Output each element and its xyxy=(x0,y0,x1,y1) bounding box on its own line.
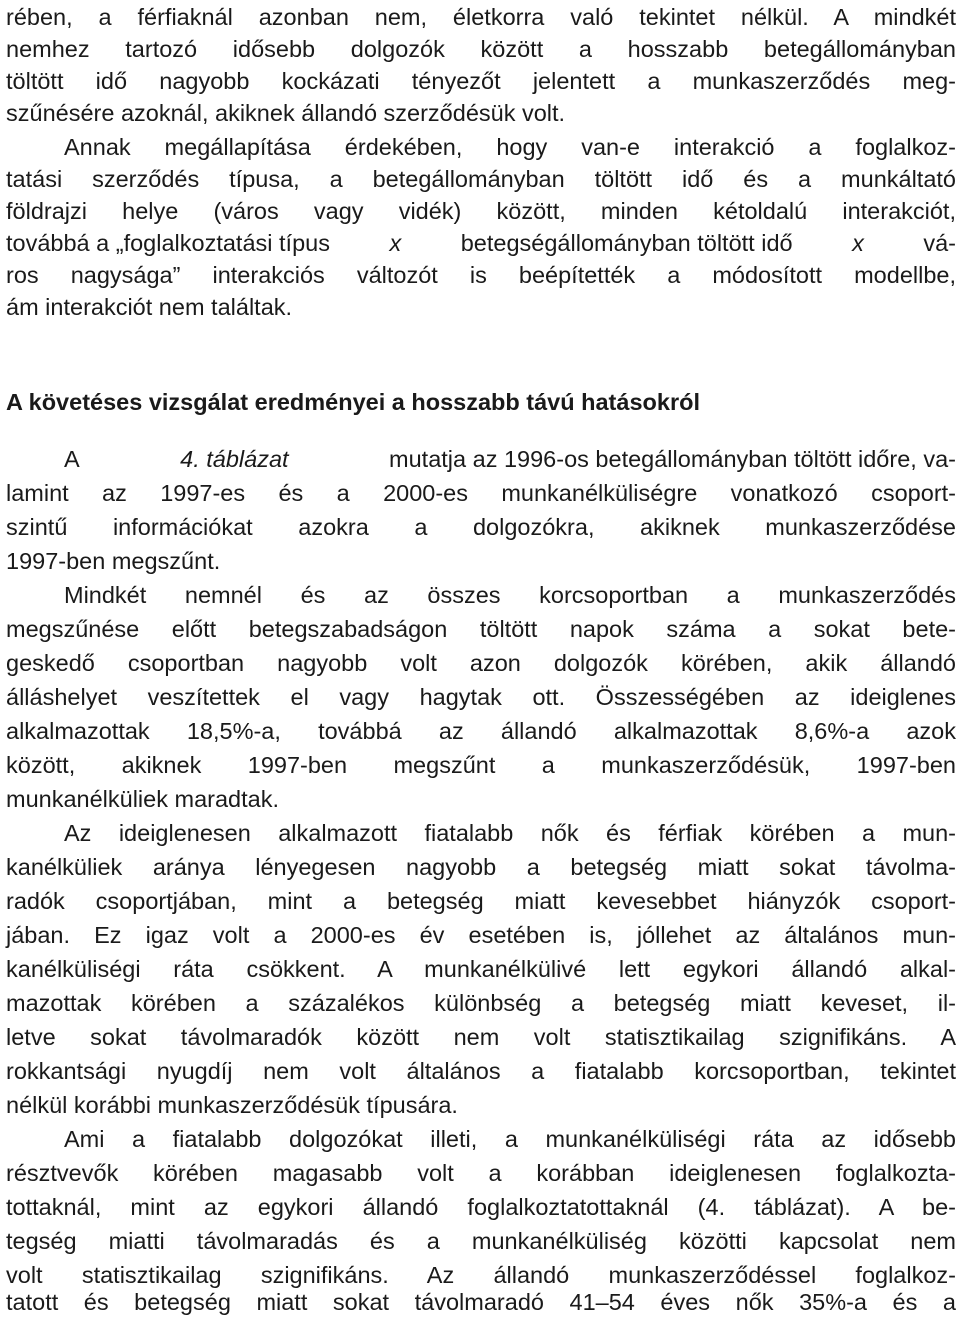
text-line: tatási szerződés típusa, a betegállományban töltött idő és a munkáltató xyxy=(6,166,956,192)
text-line: munkanélküliek maradtak. xyxy=(6,786,279,812)
text-line: tatott és betegség miatt sokat távolmaradó 41–54 éves nők 35%-a és a xyxy=(6,1289,956,1315)
text-line: ros nagysága” interakciós változót is beépítették a módosított modellbe, xyxy=(6,262,956,288)
text-line: 1997-ben megszűnt. xyxy=(6,548,221,574)
text-segment: betegségállományban töltött idő xyxy=(460,230,793,256)
text-line: nélkül korábbi munkaszerződésük típusára. xyxy=(6,1092,458,1118)
text-line: rében, a férfiaknál azonban nem, életkorra való tekintet nélkül. A mindkét xyxy=(6,4,956,30)
text-line: rokkantsági nyugdíj nem volt általános a fiatalabb korcsoportban, tekintet xyxy=(6,1058,956,1084)
text-line: geskedő csoportban nagyobb volt azon dolgozók körében, akik állandó xyxy=(6,650,956,676)
text-line: lamint az 1997-es és a 2000-es munkanélküliségre vonatkozó csoport- xyxy=(6,480,956,506)
text-line: Mindkét nemnél és az összes korcsoportban a munkaszerződés xyxy=(64,582,956,608)
text-line: töltött idő nagyobb kockázati tényezőt jelentett a munkaszerződés meg- xyxy=(6,68,956,94)
text-line: földrajzi helye (város vagy vidék) között, minden kétoldalú interakciót, xyxy=(6,198,956,224)
text-line: ám interakciót nem találtak. xyxy=(6,294,293,320)
multiplication-symbol: x xyxy=(852,230,864,256)
text-line xyxy=(6,226,956,260)
text-line xyxy=(6,442,956,476)
text-segment: továbbá a „foglalkoztatási típus xyxy=(6,230,330,256)
text-line: mazottak körében a százalékos különbség a betegség miatt keveset, il- xyxy=(6,990,956,1016)
text-line: volt statisztikailag szignifikáns. Az állandó munkaszerződéssel foglalkoz- xyxy=(6,1262,956,1288)
text-line: letve sokat távolmaradók között nem volt statisztikailag szignifikáns. A xyxy=(6,1024,956,1050)
text-line: szintű információkat azokra a dolgozókra, akiknek munkaszerződése xyxy=(6,514,956,540)
text-line: álláshelyet veszítettek el vagy hagytak ott. Összességében az ideiglenes xyxy=(6,684,956,710)
text-segment: A xyxy=(64,446,80,472)
text-line: jában. Ez igaz volt a 2000-es év esetében is, jóllehet az általános mun- xyxy=(6,922,956,948)
text-segment: vá- xyxy=(923,230,956,256)
text-line: kanélküliségi ráta csökkent. A munkanélkülivé lett egykori állandó alkal- xyxy=(6,956,956,982)
table-reference: 4. táblázat xyxy=(180,446,289,472)
text-line: kanélküliek aránya lényegesen nagyobb a betegség miatt sokat távolma- xyxy=(6,854,956,880)
text-line: radók csoportjában, mint a betegség miatt kevesebbet hiányzók csoport- xyxy=(6,888,956,914)
text-line: nemhez tartozó idősebb dolgozók között a hosszabb betegállományban xyxy=(6,36,956,62)
text-line: Ami a fiatalabb dolgozókat illeti, a munkanélküliségi ráta az idősebb xyxy=(64,1126,956,1152)
text-line: résztvevők körében magasabb volt a korábban ideiglenesen foglalkozta- xyxy=(6,1160,956,1186)
text-line: Az ideiglenesen alkalmazott fiatalabb nők és férfiak körében a mun- xyxy=(64,820,956,846)
text-line: megszűnése előtt betegszabadságon töltött napok száma a sokat bete- xyxy=(6,616,956,642)
text-segment: mutatja az 1996-os betegállományban töltött időre, va- xyxy=(389,446,956,472)
text-line: szűnésére azoknál, akiknek állandó szerződésük volt. xyxy=(6,100,566,126)
text-line: tegség miatti távolmaradás és a munkanélküliség közötti kapcsolat nem xyxy=(6,1228,956,1254)
text-line: alkalmazottak 18,5%-a, továbbá az állandó alkalmazottak 8,6%-a azok xyxy=(6,718,956,744)
text-line: között, akiknek 1997-ben megszűnt a munkaszerződésük, 1997-ben xyxy=(6,752,956,778)
section-heading: A követéses vizsgálat eredményei a hosszabb távú hatásokról xyxy=(6,389,700,415)
text-line: Annak megállapítása érdekében, hogy van-e interakció a foglalkoz- xyxy=(64,134,956,160)
multiplication-symbol: x xyxy=(389,230,402,256)
text-line: tottaknál, mint az egykori állandó foglalkoztatottaknál (4. táblázat). A be- xyxy=(6,1194,956,1220)
